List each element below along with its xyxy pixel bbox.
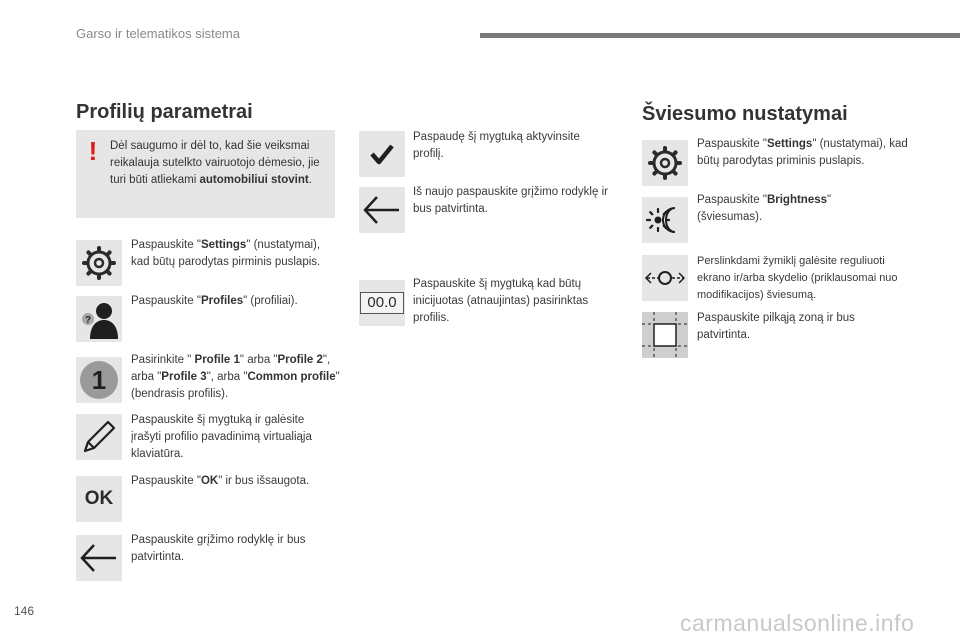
header-divider-bar bbox=[480, 33, 960, 38]
step-back-confirm-text: Iš naujo paspauskite grįžimo rodyklę ir bus patvirtinta. bbox=[413, 186, 608, 215]
grey-zone-icon bbox=[642, 312, 688, 358]
step-ok-text: Paspauskite "OK" ir bus išsaugota. bbox=[131, 475, 310, 487]
checkmark-icon bbox=[359, 131, 405, 177]
brightness-settings-heading: Šviesumo nustatymai bbox=[642, 103, 848, 125]
step-profiles-text: Paspauskite "Profiles" (profiliai). bbox=[131, 295, 298, 307]
step-pencil-text: Paspauskite šį mygtuką ir galėsite įrašyti profilio pavadinimą virtualiąja klaviatūra. bbox=[131, 414, 312, 460]
brightness-icon bbox=[642, 197, 688, 243]
step-activate-text: Paspaudę šį mygtuką aktyvinsite profilį. bbox=[413, 131, 580, 160]
slider-cursor-icon bbox=[642, 255, 688, 301]
step-slider-text: Perslinkdami žymiklį galėsite reguliuoti ekrano ir/arba skydelio (priklausomai nuo modifikacijos) šviesumą. bbox=[697, 255, 898, 301]
step-brightness-settings-text: Paspauskite "Settings" (nustatymai), kad būtų parodytas priminis puslapis. bbox=[697, 138, 908, 167]
svg-text:1: 1 bbox=[91, 365, 107, 395]
gear-icon bbox=[642, 140, 688, 186]
step-back-text: Paspauskite grįžimo rodyklę ir bus patvirtinta. bbox=[131, 534, 306, 563]
step-settings-text: Paspauskite "Settings" (nustatymai), kad būtų parodytas pirminis puslapis. bbox=[131, 239, 321, 268]
warning-exclamation-icon: ! bbox=[88, 136, 98, 166]
gear-icon bbox=[76, 240, 122, 286]
step-brightness-text: Paspauskite "Brightness" (šviesumas). bbox=[697, 194, 832, 223]
pencil-icon bbox=[76, 414, 122, 460]
back-arrow-icon bbox=[359, 187, 405, 233]
profile-icon bbox=[76, 296, 122, 342]
warning-text: Dėl saugumo ir dėl to, kad šie veiksmai reikalauja sutelkto vairuotojo dėmesio, jie turi būti atliekami automobiliui stovint. bbox=[110, 140, 320, 186]
step-grey-zone-text: Paspauskite pilkąją zoną ir bus patvirtinta. bbox=[697, 312, 855, 341]
profile-question-badge: ? bbox=[84, 315, 92, 326]
back-arrow-icon bbox=[76, 535, 122, 581]
page-number: 146 bbox=[14, 604, 35, 618]
number-one-icon bbox=[76, 357, 122, 403]
watermark: carmanualsonline.info bbox=[680, 610, 915, 636]
header-title: Garso ir telematikos sistema bbox=[76, 26, 240, 41]
reset-counter-icon: 00.0 bbox=[359, 280, 405, 326]
step-select-profile-text: Pasirinkite " Profile 1" arba "Profile 2", arba "Profile 3", arba "Common profile" (bendrasis profilis). bbox=[131, 354, 340, 400]
profile-settings-heading: Profilių parametrai bbox=[76, 101, 253, 123]
step-reset-text: Paspauskite šį mygtuką kad būtų inicijuotas (atnaujintas) pasirinktas profilis. bbox=[413, 278, 589, 324]
ok-icon: OK bbox=[76, 476, 122, 522]
